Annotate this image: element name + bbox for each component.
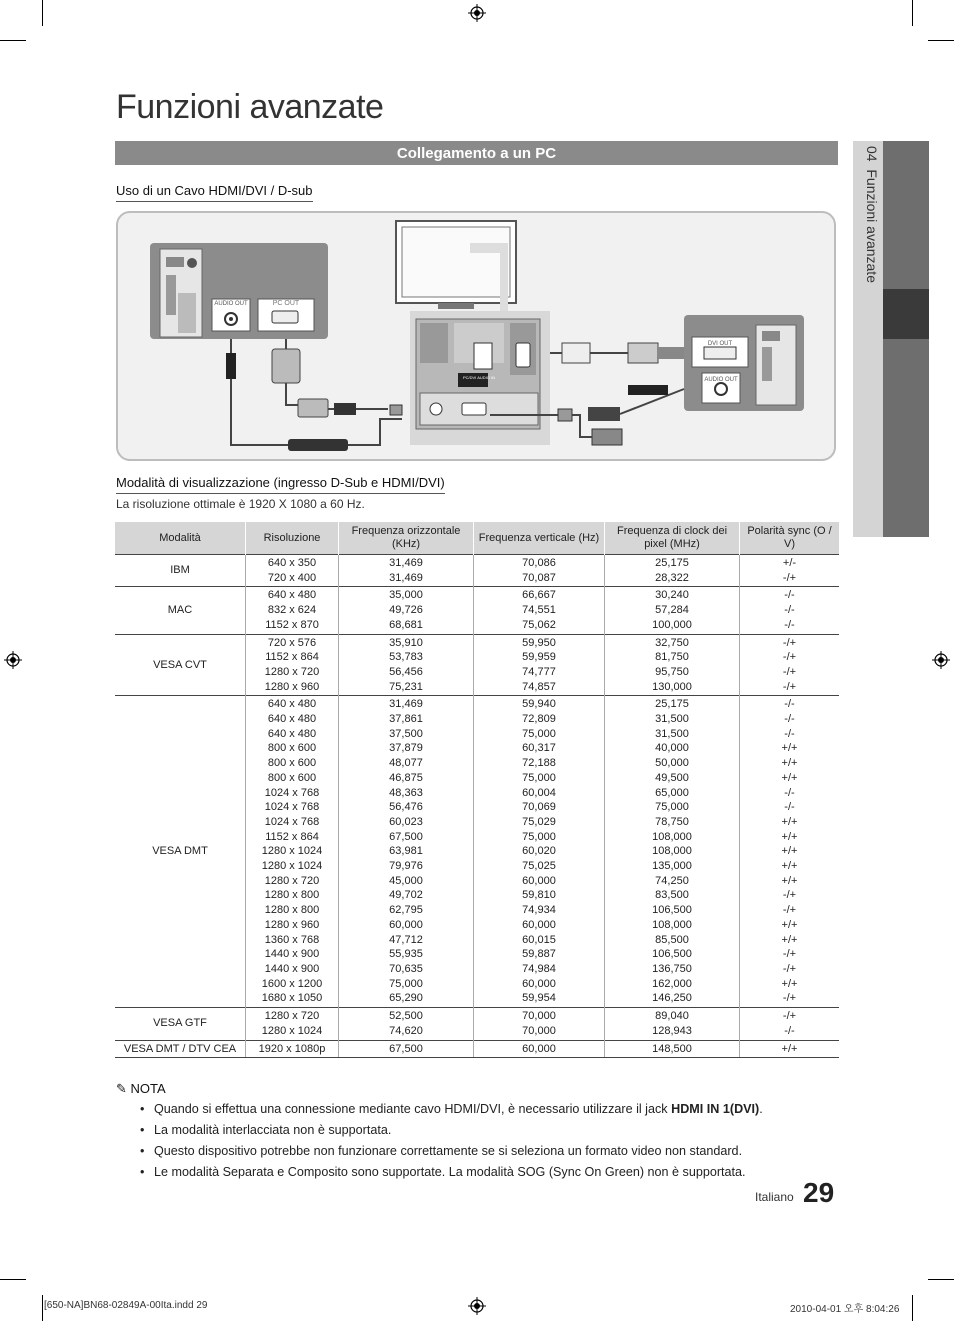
cell-value: 640 x 480 bbox=[267, 589, 317, 602]
cell-value: 62,795 bbox=[389, 904, 423, 917]
cell-value: 67,500 bbox=[389, 1042, 423, 1055]
vertical-frequency-cell bbox=[474, 696, 605, 1008]
cell-value: -/- bbox=[784, 589, 795, 602]
cell-value: 25,175 bbox=[655, 698, 689, 711]
cell-value: 800 x 600 bbox=[267, 771, 317, 784]
horizontal-frequency-cell bbox=[339, 696, 474, 1008]
sync-polarity-cell bbox=[740, 555, 840, 587]
print-timestamp: 2010-04-01 오후 8:04:26 bbox=[790, 1304, 900, 1315]
cell-value: 1280 x 720 bbox=[264, 665, 320, 678]
cell-value: 59,954 bbox=[522, 992, 556, 1005]
cell-value: 70,086 bbox=[522, 557, 556, 569]
cell-value: 60,000 bbox=[522, 918, 556, 931]
cell-value: 100,000 bbox=[652, 618, 692, 631]
dvi-out-label: DVI OUT bbox=[707, 341, 733, 347]
list-item: • Quando si effettua una connessione mediante cavo HDMI/DVI, è necessario utilizzare il jack HDMI IN 1(DVI). bbox=[140, 1102, 763, 1123]
registration-mark-icon bbox=[4, 651, 22, 669]
cell-value: 1152 x 864 bbox=[265, 830, 319, 843]
cell-value: 800 x 600 bbox=[267, 742, 317, 755]
cell-value: -/+ bbox=[782, 651, 797, 664]
cell-value: 83,500 bbox=[655, 889, 689, 902]
cell-value: 70,635 bbox=[389, 962, 423, 975]
cell-value: 46,875 bbox=[389, 771, 423, 784]
cell-value: 800 x 600 bbox=[267, 757, 317, 770]
pixel-clock-cell bbox=[605, 555, 740, 587]
cell-value: 31,469 bbox=[389, 557, 423, 569]
cell-value: 31,469 bbox=[389, 571, 423, 584]
cell-value: 1280 x 720 bbox=[264, 1010, 320, 1023]
cell-value: 59,940 bbox=[522, 698, 556, 711]
cell-value: 60,004 bbox=[522, 786, 556, 799]
crop-mark bbox=[42, 1295, 43, 1321]
cell-value: -/+ bbox=[782, 889, 797, 902]
cell-value: 720 x 400 bbox=[267, 571, 317, 584]
crop-mark bbox=[928, 40, 954, 41]
vertical-frequency-cell bbox=[474, 1008, 605, 1040]
cable-heading: Uso di un Cavo HDMI/DVI / D-sub bbox=[116, 183, 313, 202]
horizontal-frequency-cell bbox=[339, 1040, 474, 1058]
connection-diagram-illustration bbox=[118, 213, 834, 459]
cell-value: -/- bbox=[784, 801, 795, 814]
cell-value: 28,322 bbox=[655, 571, 689, 584]
header-horizontal-frequency: Frequenza orizzontale (KHz) bbox=[339, 522, 474, 555]
side-tab-active-marker bbox=[883, 289, 929, 339]
cell-value: 70,000 bbox=[522, 1010, 556, 1023]
vertical-frequency-cell bbox=[474, 634, 605, 696]
cell-value: 1440 x 900 bbox=[264, 948, 320, 961]
cell-value: 48,363 bbox=[389, 786, 423, 799]
cell-value: 60,000 bbox=[522, 977, 556, 990]
cell-value: 79,976 bbox=[389, 860, 423, 873]
cell-value: 78,750 bbox=[655, 815, 689, 828]
cell-value: 75,025 bbox=[522, 860, 556, 873]
resolution-cell bbox=[246, 587, 339, 634]
cell-value: 74,620 bbox=[389, 1024, 423, 1037]
crop-mark bbox=[912, 0, 913, 26]
cell-value: 74,984 bbox=[522, 962, 556, 975]
cell-value: 74,857 bbox=[522, 680, 556, 693]
cell-value: 55,935 bbox=[389, 948, 423, 961]
cell-value: 1680 x 1050 bbox=[261, 992, 323, 1005]
side-tab-title: Funzioni avanzate bbox=[864, 169, 880, 283]
cell-value: 60,000 bbox=[389, 918, 423, 931]
cell-value: +/+ bbox=[781, 742, 798, 755]
vertical-frequency-cell bbox=[474, 555, 605, 587]
cell-value: 720 x 576 bbox=[267, 636, 317, 649]
pixel-clock-cell bbox=[605, 1040, 740, 1058]
cell-value: 106,500 bbox=[652, 904, 692, 917]
cell-value: 1152 x 870 bbox=[265, 618, 319, 631]
cell-value: 65,290 bbox=[389, 992, 423, 1005]
cell-value: 70,087 bbox=[522, 571, 556, 584]
table-row bbox=[115, 587, 839, 634]
cell-value: 148,500 bbox=[652, 1042, 692, 1055]
cell-value: 60,000 bbox=[522, 1042, 556, 1055]
pixel-clock-cell bbox=[605, 1008, 740, 1040]
cell-value: 1280 x 1024 bbox=[261, 845, 323, 858]
cell-value: 1280 x 960 bbox=[264, 680, 320, 693]
cell-value: -/- bbox=[784, 713, 795, 726]
resolution-cell bbox=[246, 1040, 339, 1058]
cell-value: +/+ bbox=[781, 1042, 798, 1055]
cell-value: 35,000 bbox=[389, 589, 423, 602]
cell-value: 130,000 bbox=[652, 680, 692, 693]
sync-polarity-cell bbox=[740, 1040, 840, 1058]
table-header-row bbox=[115, 522, 839, 555]
list-item: • La modalità interlacciata non è supportata. bbox=[140, 1123, 763, 1144]
table-row bbox=[115, 634, 839, 696]
cell-value: 75,062 bbox=[522, 618, 556, 631]
cell-value: 37,500 bbox=[389, 727, 423, 740]
horizontal-frequency-cell bbox=[339, 587, 474, 634]
display-modes-table bbox=[115, 522, 839, 1058]
page-title: Funzioni avanzate bbox=[116, 88, 384, 126]
table-row bbox=[115, 696, 839, 1008]
table-body bbox=[115, 555, 839, 1058]
vertical-frequency-cell bbox=[474, 587, 605, 634]
cell-value: 70,069 bbox=[522, 801, 556, 814]
cell-value: 74,934 bbox=[522, 904, 556, 917]
sync-polarity-cell bbox=[740, 1008, 840, 1040]
cell-value: -/+ bbox=[782, 571, 797, 584]
cell-value: -/+ bbox=[782, 1010, 797, 1023]
cell-value: 25,175 bbox=[655, 557, 689, 569]
cell-value: 75,000 bbox=[522, 771, 556, 784]
cell-value: +/+ bbox=[781, 977, 798, 990]
cell-value: 75,000 bbox=[655, 801, 689, 814]
cell-value: 60,023 bbox=[389, 815, 423, 828]
cell-value: 56,456 bbox=[389, 665, 423, 678]
cell-value: 81,750 bbox=[655, 651, 689, 664]
cell-value: -/- bbox=[784, 786, 795, 799]
cell-value: 108,000 bbox=[652, 845, 692, 858]
sync-polarity-cell bbox=[740, 696, 840, 1008]
cell-value: 35,910 bbox=[389, 636, 423, 649]
cell-value: -/- bbox=[784, 1024, 795, 1037]
cell-value: -/- bbox=[784, 698, 795, 711]
side-tab-band bbox=[883, 141, 929, 289]
horizontal-frequency-cell bbox=[339, 555, 474, 587]
side-tab-label bbox=[864, 146, 880, 283]
cell-value: 95,750 bbox=[655, 665, 689, 678]
cell-value: 640 x 480 bbox=[267, 713, 317, 726]
cell-value: 31,500 bbox=[655, 727, 689, 740]
horizontal-frequency-cell bbox=[339, 1008, 474, 1040]
header-vertical-frequency: Frequenza verticale (Hz) bbox=[474, 522, 605, 555]
cell-value: 59,959 bbox=[522, 651, 556, 664]
cell-value: -/- bbox=[784, 604, 795, 617]
cell-value: 1280 x 800 bbox=[264, 904, 320, 917]
crop-mark bbox=[42, 0, 43, 26]
header-pixel-clock: Frequenza di clock dei pixel (MHz) bbox=[605, 522, 740, 555]
cell-value: +/+ bbox=[781, 815, 798, 828]
cell-value: 108,000 bbox=[652, 830, 692, 843]
modes-heading: Modalità di visualizzazione (ingresso D-Sub e HDMI/DVI) bbox=[116, 475, 445, 494]
cell-value: -/+ bbox=[782, 680, 797, 693]
page-number: 29 bbox=[803, 1177, 835, 1208]
cell-value: 65,000 bbox=[655, 786, 689, 799]
table-row bbox=[115, 1008, 839, 1040]
cell-value: 72,809 bbox=[522, 713, 556, 726]
cell-value: 30,240 bbox=[655, 589, 689, 602]
pc-audio-out-label: AUDIO OUT bbox=[214, 301, 248, 307]
cell-value: -/+ bbox=[782, 665, 797, 678]
cell-value: 128,943 bbox=[652, 1024, 692, 1037]
cell-value: 66,667 bbox=[522, 589, 556, 602]
cell-value: 75,000 bbox=[522, 830, 556, 843]
cell-value: 32,750 bbox=[655, 636, 689, 649]
pc-out-label: PC OUT bbox=[272, 300, 300, 307]
cell-value: 40,000 bbox=[655, 742, 689, 755]
cell-value: +/+ bbox=[781, 830, 798, 843]
cell-value: 1024 x 768 bbox=[264, 815, 320, 828]
cell-value: -/+ bbox=[782, 962, 797, 975]
resolution-cell bbox=[246, 1008, 339, 1040]
cell-value: 67,500 bbox=[389, 830, 423, 843]
resolution-cell bbox=[246, 634, 339, 696]
cell-value: 60,020 bbox=[522, 845, 556, 858]
mode-cell: VESA GTF bbox=[115, 1008, 246, 1040]
cell-value: 31,469 bbox=[389, 698, 423, 711]
cell-value: 49,702 bbox=[389, 889, 423, 902]
resolution-cell bbox=[246, 696, 339, 1008]
cell-value: 146,250 bbox=[652, 992, 692, 1005]
cell-value: 31,500 bbox=[655, 713, 689, 726]
mode-cell: MAC bbox=[115, 587, 246, 634]
cell-value: 70,000 bbox=[522, 1024, 556, 1037]
cell-value: 49,500 bbox=[655, 771, 689, 784]
sync-polarity-cell bbox=[740, 587, 840, 634]
tv-audio-in-label: PC/DVI AUDIO IN bbox=[462, 375, 496, 380]
cell-value: 1024 x 768 bbox=[264, 786, 320, 799]
cell-value: 136,750 bbox=[652, 962, 692, 975]
cell-value: 1280 x 720 bbox=[264, 874, 320, 887]
cell-value: 72,188 bbox=[522, 757, 556, 770]
header-mode: Modalità bbox=[115, 522, 246, 555]
cell-value: 47,712 bbox=[389, 933, 423, 946]
cell-value: 1152 x 864 bbox=[265, 651, 319, 664]
cell-value: 85,500 bbox=[655, 933, 689, 946]
note-heading bbox=[116, 1081, 166, 1097]
mode-cell: VESA DMT / DTV CEA bbox=[115, 1040, 246, 1058]
footer-language: Italiano bbox=[755, 1190, 794, 1204]
cell-value: 60,000 bbox=[522, 874, 556, 887]
registration-mark-icon bbox=[468, 4, 486, 22]
cell-value: +/+ bbox=[781, 860, 798, 873]
cell-value: -/+ bbox=[782, 904, 797, 917]
cell-value: 57,284 bbox=[655, 604, 689, 617]
mode-cell: IBM bbox=[115, 555, 246, 587]
cell-value: 135,000 bbox=[652, 860, 692, 873]
pixel-clock-cell bbox=[605, 696, 740, 1008]
optimal-resolution-text: La risoluzione ottimale è 1920 X 1080 a 60 Hz. bbox=[116, 497, 365, 511]
cell-value: 59,810 bbox=[522, 889, 556, 902]
cell-value: 75,029 bbox=[522, 815, 556, 828]
cell-value: 1280 x 1024 bbox=[261, 1024, 323, 1037]
cell-value: 60,015 bbox=[522, 933, 556, 946]
cell-value: 106,500 bbox=[652, 948, 692, 961]
pixel-clock-cell bbox=[605, 634, 740, 696]
cell-value: -/- bbox=[784, 618, 795, 631]
cell-value: +/+ bbox=[781, 874, 798, 887]
cell-value: 74,250 bbox=[655, 874, 689, 887]
cell-value: -/+ bbox=[782, 636, 797, 649]
cell-value: 108,000 bbox=[652, 918, 692, 931]
cell-value: 75,000 bbox=[389, 977, 423, 990]
cell-value: +/- bbox=[782, 557, 797, 569]
note-title: NOTA bbox=[130, 1081, 166, 1096]
cell-value: 60,317 bbox=[522, 742, 556, 755]
resolution-cell bbox=[246, 555, 339, 587]
cell-value: +/+ bbox=[781, 918, 798, 931]
cell-value: 74,777 bbox=[522, 665, 556, 678]
list-item: • Le modalità Separata e Composito sono supportate. La modalità SOG (Sync On Green) non è supportata. bbox=[140, 1165, 763, 1186]
registration-mark-icon bbox=[932, 651, 950, 669]
cell-value: 1280 x 960 bbox=[264, 918, 320, 931]
dvi-pc-audio-out-label: AUDIO OUT bbox=[704, 377, 738, 383]
cell-value: +/+ bbox=[781, 771, 798, 784]
cell-value: 75,231 bbox=[389, 680, 423, 693]
cell-value: +/+ bbox=[781, 845, 798, 858]
cell-value: -/+ bbox=[782, 948, 797, 961]
mode-cell: VESA CVT bbox=[115, 634, 246, 696]
cell-value: 59,950 bbox=[522, 636, 556, 649]
cell-value: 74,551 bbox=[522, 604, 556, 617]
table-row bbox=[115, 1040, 839, 1058]
cell-value: 640 x 480 bbox=[267, 698, 317, 711]
cell-value: -/+ bbox=[782, 992, 797, 1005]
pixel-clock-cell bbox=[605, 587, 740, 634]
cell-value: 89,040 bbox=[655, 1010, 689, 1023]
cell-value: +/+ bbox=[781, 757, 798, 770]
sync-polarity-cell bbox=[740, 634, 840, 696]
cell-value: 37,879 bbox=[389, 742, 423, 755]
cell-value: 640 x 350 bbox=[267, 557, 317, 569]
crop-mark bbox=[0, 1279, 26, 1280]
cell-value: 59,887 bbox=[522, 948, 556, 961]
cell-value: 1440 x 900 bbox=[264, 962, 320, 975]
vertical-frequency-cell bbox=[474, 1040, 605, 1058]
section-header: Collegamento a un PC bbox=[115, 141, 838, 165]
cell-value: 50,000 bbox=[655, 757, 689, 770]
header-resolution: Risoluzione bbox=[246, 522, 339, 555]
side-tab-number: 04 bbox=[864, 146, 880, 162]
crop-mark bbox=[928, 1279, 954, 1280]
cell-value: 53,783 bbox=[389, 651, 423, 664]
cell-value: 45,000 bbox=[389, 874, 423, 887]
cell-value: 68,681 bbox=[389, 618, 423, 631]
crop-mark bbox=[0, 40, 26, 41]
note-list bbox=[140, 1102, 763, 1186]
cell-value: 48,077 bbox=[389, 757, 423, 770]
cell-value: 640 x 480 bbox=[267, 727, 317, 740]
header-sync-polarity: Polarità sync (O / V) bbox=[740, 522, 840, 555]
cell-value: 1024 x 768 bbox=[264, 801, 320, 814]
registration-mark-icon bbox=[468, 1297, 486, 1315]
cell-value: 1600 x 1200 bbox=[261, 977, 323, 990]
cell-value: 162,000 bbox=[652, 977, 692, 990]
mode-cell: VESA DMT bbox=[115, 696, 246, 1008]
cell-value: -/- bbox=[784, 727, 795, 740]
cell-value: 49,726 bbox=[389, 604, 423, 617]
cell-value: 1280 x 1024 bbox=[261, 860, 323, 873]
print-file-info: [650-NA]BN68-02849A-00Ita.indd 29 bbox=[44, 1300, 208, 1311]
list-item: • Questo dispositivo potrebbe non funzionare correttamente se si seleziona un formato video non standard. bbox=[140, 1144, 763, 1165]
cell-value: 56,476 bbox=[389, 801, 423, 814]
cell-value: 1360 x 768 bbox=[264, 933, 320, 946]
cell-value: 52,500 bbox=[389, 1010, 423, 1023]
cell-value: 63,981 bbox=[389, 845, 423, 858]
cell-value: 1920 x 1080p bbox=[258, 1042, 326, 1055]
crop-mark bbox=[912, 1295, 913, 1321]
cell-value: 37,861 bbox=[389, 713, 423, 726]
horizontal-frequency-cell bbox=[339, 634, 474, 696]
side-tab-band bbox=[883, 339, 929, 537]
connection-diagram bbox=[116, 211, 836, 461]
cell-value: +/+ bbox=[781, 933, 798, 946]
cell-value: 832 x 624 bbox=[267, 604, 317, 617]
cell-value: 1280 x 800 bbox=[264, 889, 320, 902]
pencil-icon: ✎ bbox=[116, 1081, 127, 1096]
cell-value: 75,000 bbox=[522, 727, 556, 740]
table-row bbox=[115, 555, 839, 587]
